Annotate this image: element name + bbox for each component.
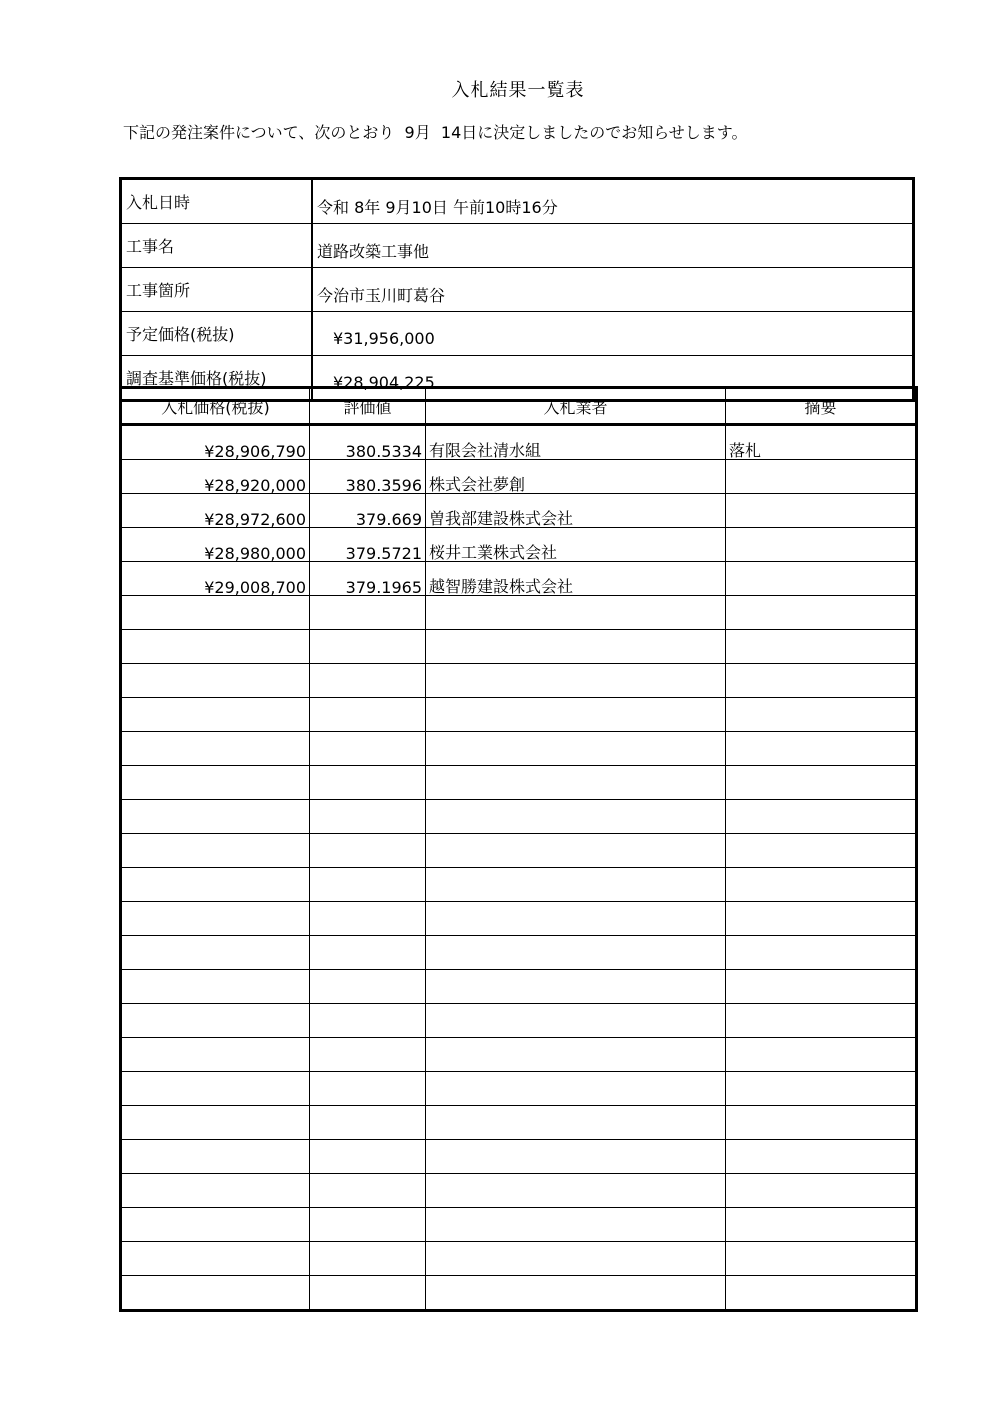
bidder-name [426,1140,726,1174]
remarks [726,732,917,766]
table-row [121,528,917,562]
info-row-planned-price [121,312,914,356]
evaluation-score [310,1276,426,1311]
bidder-name [426,1072,726,1106]
bid-price [121,1004,310,1038]
empty-row [121,1038,917,1072]
remarks [726,1242,917,1276]
bid-price [121,596,310,630]
info-row-date [121,179,914,224]
bid-price [121,970,310,1004]
bidder-name [426,766,726,800]
bid-price-text: ¥28,920,000 [204,476,306,495]
empty-row [121,1140,917,1174]
info-value: ¥28,904,225 [312,356,914,401]
evaluation-score [310,425,426,460]
bidder-name [426,698,726,732]
evaluation-score [310,596,426,630]
bid-price [121,834,310,868]
table-row [121,494,917,528]
bidder-name [426,800,726,834]
bid-price [121,766,310,800]
bidder-name [426,528,726,562]
empty-row [121,1276,917,1311]
bidder-name [426,460,726,494]
evaluation-score [310,494,426,528]
bid-price-text: ¥28,906,790 [204,442,306,461]
remarks [726,596,917,630]
evaluation-score [310,1038,426,1072]
evaluation-score [310,902,426,936]
bid-price [121,1140,310,1174]
score-text: 380.5334 [345,442,422,461]
remarks [726,800,917,834]
evaluation-score [310,1106,426,1140]
bid-price [121,732,310,766]
bidder-name [426,630,726,664]
bid-price-text: ¥28,980,000 [204,544,306,563]
remarks [726,460,917,494]
evaluation-score [310,936,426,970]
empty-row [121,800,917,834]
header-price: 入札価格(税抜) [121,388,310,425]
empty-row [121,1174,917,1208]
bidder-name [426,970,726,1004]
empty-row [121,1106,917,1140]
remarks [726,1140,917,1174]
score-text: 379.669 [355,510,422,529]
score-text: 379.1965 [345,578,422,597]
bid-results-table [119,386,918,1312]
bid-price [121,1174,310,1208]
bid-price [121,698,310,732]
bid-price [121,630,310,664]
evaluation-score [310,1242,426,1276]
empty-row [121,936,917,970]
table-row [121,425,917,460]
evaluation-score [310,1004,426,1038]
remarks-text: 落札 [729,441,762,460]
bid-price [121,868,310,902]
bid-price [121,800,310,834]
empty-row [121,766,917,800]
remarks [726,425,917,460]
info-value: 令和 8年 9月10日 午前10時16分 [312,179,914,224]
header-score: 評価値 [310,388,426,425]
evaluation-score [310,460,426,494]
empty-row [121,970,917,1004]
empty-row [121,834,917,868]
bidder-name [426,1208,726,1242]
score-text: 380.3596 [345,476,422,495]
results-body [121,425,917,1311]
remarks [726,1038,917,1072]
bid-price [121,1038,310,1072]
bidder-text: 株式会社夢創 [429,475,526,494]
score-text: 379.5721 [345,544,422,563]
remarks [726,562,917,596]
info-label: 工事名 [121,224,313,268]
remarks [726,1106,917,1140]
info-value: ¥31,956,000 [312,312,914,356]
remarks [726,630,917,664]
page-title: 入札結果一覧表 [451,80,585,101]
bidder-name [426,596,726,630]
evaluation-score [310,834,426,868]
evaluation-score [310,868,426,902]
bidder-name [426,664,726,698]
evaluation-score [310,528,426,562]
evaluation-score [310,732,426,766]
header-bidder: 入札業者 [426,388,726,425]
remarks [726,1174,917,1208]
empty-row [121,1072,917,1106]
table-row [121,460,917,494]
bid-price [121,1242,310,1276]
bidder-text: 有限会社清水組 [429,441,542,460]
empty-row [121,664,917,698]
empty-row [121,1242,917,1276]
bid-price [121,494,310,528]
bid-price-text: ¥29,008,700 [204,578,306,597]
evaluation-score [310,664,426,698]
bid-price [121,1106,310,1140]
table-row [121,562,917,596]
empty-row [121,868,917,902]
bidder-name [426,1174,726,1208]
evaluation-score [310,766,426,800]
bid-price-text: ¥28,972,600 [204,510,306,529]
bidder-text: 曽我部建設株式会社 [429,509,574,528]
remarks [726,1004,917,1038]
evaluation-score [310,698,426,732]
remarks [726,936,917,970]
intro-text: 下記の発注案件について、次のとおり 9月 14日に決定しましたのでお知らせします。 [123,123,748,142]
bid-price [121,902,310,936]
evaluation-score [310,562,426,596]
evaluation-score [310,1072,426,1106]
empty-row [121,1004,917,1038]
bidder-text: 桜井工業株式会社 [429,543,558,562]
bidder-name [426,834,726,868]
bid-info-table [119,177,915,402]
info-row-project [121,224,914,268]
bid-price [121,1208,310,1242]
header-note: 摘要 [726,388,917,425]
evaluation-score [310,1174,426,1208]
table-header-row [121,388,917,425]
bidder-text: 越智勝建設株式会社 [429,577,574,596]
remarks [726,834,917,868]
bidder-name [426,1106,726,1140]
info-row-location [121,268,914,312]
bidder-name [426,936,726,970]
info-label: 調査基準価格(税抜) [121,356,313,401]
bidder-name [426,732,726,766]
remarks [726,868,917,902]
bidder-name [426,1242,726,1276]
info-label: 入札日時 [121,179,313,224]
remarks [726,528,917,562]
evaluation-score [310,1140,426,1174]
remarks [726,970,917,1004]
remarks [726,1208,917,1242]
evaluation-score [310,970,426,1004]
bid-price [121,1276,310,1311]
bidder-name [426,1276,726,1311]
bid-price [121,425,310,460]
remarks [726,698,917,732]
evaluation-score [310,630,426,664]
info-value: 今治市玉川町葛谷 [312,268,914,312]
bidder-name [426,425,726,460]
bidder-name [426,902,726,936]
bid-price [121,460,310,494]
bid-price [121,528,310,562]
bidder-name [426,868,726,902]
remarks [726,664,917,698]
empty-row [121,732,917,766]
bid-price [121,936,310,970]
remarks [726,1072,917,1106]
bid-price [121,562,310,596]
empty-row [121,902,917,936]
bidder-name [426,1004,726,1038]
info-label: 予定価格(税抜) [121,312,313,356]
bidder-name [426,494,726,528]
remarks [726,1276,917,1311]
empty-row [121,1208,917,1242]
empty-row [121,630,917,664]
bid-price [121,664,310,698]
bidder-name [426,562,726,596]
info-label: 工事箇所 [121,268,313,312]
evaluation-score [310,800,426,834]
info-value: 道路改築工事他 [312,224,914,268]
evaluation-score [310,1208,426,1242]
empty-row [121,698,917,732]
remarks [726,902,917,936]
empty-row [121,596,917,630]
bid-price [121,1072,310,1106]
bidder-name [426,1038,726,1072]
remarks [726,494,917,528]
remarks [726,766,917,800]
